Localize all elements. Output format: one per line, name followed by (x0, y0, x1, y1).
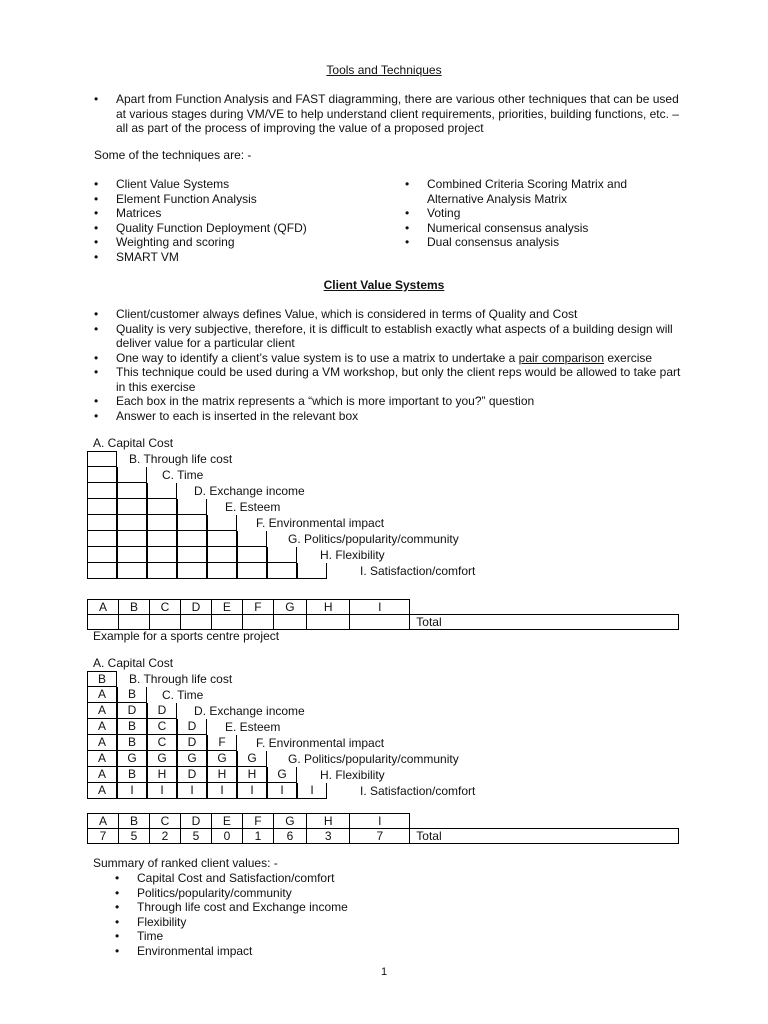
matrix-cell: A (87, 703, 117, 719)
table-cell (180, 615, 211, 630)
list-item: • Dual consensus analysis (405, 235, 635, 250)
table-cell (242, 615, 273, 630)
matrix-cell (147, 483, 177, 499)
matrix-cell (297, 563, 327, 579)
matrix-cell: D (147, 703, 177, 719)
table-cell: 7 (350, 829, 410, 844)
table-cell (350, 615, 410, 630)
list-item: • Quality is very subjective, therefore, it is difficult to establish exactly what aspects of a building design will deliver value for a particular client (94, 322, 684, 351)
table-cell (88, 615, 119, 630)
matrix-cell (177, 547, 207, 563)
table-header-cell: C (149, 814, 180, 829)
matrix-cell (87, 547, 117, 563)
matrix-cell (147, 499, 177, 515)
matrix-cell: B (117, 687, 147, 703)
matrix2-heading: A. Capital Cost (93, 656, 174, 670)
totals-table-empty (87, 599, 679, 630)
table-header-cell: F (242, 814, 273, 829)
matrix-cell: I (177, 783, 207, 799)
matrix-cell (87, 467, 117, 483)
matrix-cell (87, 451, 117, 467)
table-header-cell: G (273, 814, 306, 829)
criterion-label: E. Esteem (225, 720, 281, 734)
matrix-cell (177, 515, 207, 531)
matrix-cell (117, 563, 147, 579)
list-item: • Client/customer always defines Value, which is considered in terms of Quality and Cost (94, 307, 684, 322)
criterion-label: F. Environmental impact (256, 516, 385, 530)
table-cell (118, 615, 149, 630)
table-header-cell: I (350, 600, 410, 615)
matrix-cell (117, 531, 147, 547)
matrix-cell (147, 547, 177, 563)
table-header-cell: A (88, 600, 119, 615)
matrix-cell (177, 563, 207, 579)
criterion-label: C. Time (162, 688, 204, 702)
table-cell: 1 (242, 829, 273, 844)
matrix-cell (267, 563, 297, 579)
matrix-cell (87, 515, 117, 531)
table-cell (273, 615, 306, 630)
matrix-cell: I (147, 783, 177, 799)
criterion-label: I. Satisfaction/comfort (360, 564, 476, 578)
table-cell (149, 615, 180, 630)
list-item: • Politics/popularity/community (115, 886, 415, 901)
matrix-cell: G (117, 751, 147, 767)
matrix-cell: I (297, 783, 327, 799)
matrix-cell: B (117, 719, 147, 735)
table-header-cell: I (350, 814, 410, 829)
matrix-cell (207, 563, 237, 579)
matrix-cell (207, 515, 237, 531)
matrix-cell (87, 531, 117, 547)
table-cell: 5 (118, 829, 149, 844)
list-item: • Each box in the matrix represents a “which is more important to you?” question (94, 394, 684, 409)
matrix-cell: B (117, 735, 147, 751)
table-header-cell: F (242, 600, 273, 615)
table-header-cell: B (118, 814, 149, 829)
matrix-cell: A (87, 735, 117, 751)
table-header-cell: A (88, 814, 119, 829)
techniques-left-list (94, 177, 384, 264)
criterion-label: H. Flexibility (320, 768, 385, 782)
matrix-cell: F (207, 735, 237, 751)
matrix-cell (117, 483, 147, 499)
list-item: • Weighting and scoring (94, 235, 384, 250)
matrix-cell: A (87, 687, 117, 703)
list-item: • Flexibility (115, 915, 415, 930)
matrix-cell (147, 531, 177, 547)
matrix-cell: I (117, 783, 147, 799)
list-item: • Voting (405, 206, 635, 221)
matrix-cell (117, 467, 147, 483)
table-cell (306, 615, 349, 630)
matrix-cell (147, 515, 177, 531)
table-header-cell: E (211, 814, 242, 829)
matrix-cell: G (177, 751, 207, 767)
matrix-cell (207, 547, 237, 563)
matrix-cell (87, 499, 117, 515)
list-item: • One way to identify a client’s value system is to use a matrix to undertake a pair comparison exercise (94, 351, 684, 366)
list-item: • Matrices (94, 206, 384, 221)
section-title: Client Value Systems (323, 278, 445, 292)
criterion-label: B. Through life cost (129, 452, 233, 466)
page-number: 1 (380, 966, 388, 978)
criterion-label: I. Satisfaction/comfort (360, 784, 476, 798)
list-item: • Environmental impact (115, 944, 415, 959)
summary-title: Summary of ranked client values: - (93, 856, 278, 870)
matrix1-heading: A. Capital Cost (93, 436, 174, 450)
criterion-label: B. Through life cost (129, 672, 233, 686)
matrix-cell (237, 547, 267, 563)
criterion-label: G. Politics/popularity/community (288, 532, 459, 546)
techniques-right-list (405, 177, 635, 250)
matrix-cell: I (267, 783, 297, 799)
list-item: • Answer to each is inserted in the relevant box (94, 409, 684, 424)
table-cell: 2 (149, 829, 180, 844)
totals-table-example (87, 813, 679, 844)
matrix-cell (207, 531, 237, 547)
table-row (88, 814, 679, 829)
table-row (88, 600, 679, 615)
criterion-label: H. Flexibility (320, 548, 385, 562)
matrix-cell: G (267, 767, 297, 783)
table-cell (211, 615, 242, 630)
intro-list (94, 92, 684, 136)
matrix-cell: C (147, 719, 177, 735)
criterion-label: D. Exchange income (194, 484, 305, 498)
table-row (88, 615, 679, 630)
matrix-cell (117, 515, 147, 531)
criterion-label: D. Exchange income (194, 704, 305, 718)
matrix-cell (87, 563, 117, 579)
matrix-cell (117, 499, 147, 515)
matrix-cell: A (87, 719, 117, 735)
matrix-cell (117, 547, 147, 563)
matrix-cell (267, 547, 297, 563)
matrix-cell: H (147, 767, 177, 783)
matrix-cell: G (207, 751, 237, 767)
criterion-label: G. Politics/popularity/community (288, 752, 459, 766)
table-cell: 3 (306, 829, 349, 844)
table-header-cell: H (306, 600, 349, 615)
list-item: • Numerical consensus analysis (405, 221, 635, 236)
table-header-cell: G (273, 600, 306, 615)
list-item: • Quality Function Deployment (QFD) (94, 221, 384, 236)
table-row (88, 829, 679, 844)
total-label: Total (410, 615, 679, 630)
matrix-cell: A (87, 751, 117, 767)
table-cell: 6 (273, 829, 306, 844)
matrix-cell: D (177, 719, 207, 735)
pair-comparison-term: pair comparison (518, 350, 605, 365)
matrix-cell: A (87, 767, 117, 783)
example-caption: Example for a sports centre project (93, 629, 280, 643)
list-item: • Capital Cost and Satisfaction/comfort (115, 871, 415, 886)
criterion-label: F. Environmental impact (256, 736, 385, 750)
matrix-cell: I (237, 783, 267, 799)
matrix-cell (147, 563, 177, 579)
table-spacer (410, 814, 679, 829)
table-header-cell: D (180, 600, 211, 615)
matrix-cell: B (117, 767, 147, 783)
table-cell: 5 (180, 829, 211, 844)
list-item: • SMART VM (94, 250, 384, 265)
page-title: Tools and Techniques (326, 63, 442, 77)
matrix-cell (177, 499, 207, 515)
matrix-cell: H (237, 767, 267, 783)
list-item: • Element Function Analysis (94, 192, 384, 207)
matrix-cell: D (177, 767, 207, 783)
matrix-cell (87, 483, 117, 499)
table-cell: 7 (88, 829, 119, 844)
list-item: • Time (115, 929, 415, 944)
table-cell: 0 (211, 829, 242, 844)
table-header-cell: B (118, 600, 149, 615)
total-label: Total (410, 829, 679, 844)
matrix-cell (237, 563, 267, 579)
summary-list (115, 871, 415, 958)
table-header-cell: E (211, 600, 242, 615)
matrix-cell: D (177, 735, 207, 751)
criterion-label: E. Esteem (225, 500, 281, 514)
matrix-cell: B (87, 671, 117, 687)
matrix-cell: I (207, 783, 237, 799)
list-item: • Apart from Function Analysis and FAST diagramming, there are various other techniques that can be used at various stages during VM/VE to help understand client requirements, priorities, building functions, etc. – all as part of the process of improving the value of a proposed project (94, 92, 684, 136)
list-item: • Through life cost and Exchange income (115, 900, 415, 915)
matrix-cell: H (207, 767, 237, 783)
matrix-cell: G (237, 751, 267, 767)
table-header-cell: D (180, 814, 211, 829)
cvs-list (94, 307, 684, 423)
table-header-cell: H (306, 814, 349, 829)
list-item: • This technique could be used during a VM workshop, but only the client reps would be allowed to take part in this exercise (94, 365, 684, 394)
list-item: • Combined Criteria Scoring Matrix and Alternative Analysis Matrix (405, 177, 635, 206)
matrix-cell (177, 531, 207, 547)
matrix-cell: A (87, 783, 117, 799)
matrix-cell: C (147, 735, 177, 751)
list-item: • Client Value Systems (94, 177, 384, 192)
table-header-cell: C (149, 600, 180, 615)
techniques-intro: Some of the techniques are: - (94, 148, 252, 162)
table-spacer (410, 600, 679, 615)
criterion-label: C. Time (162, 468, 204, 482)
matrix-cell: G (147, 751, 177, 767)
matrix-cell (237, 531, 267, 547)
matrix-cell: D (117, 703, 147, 719)
